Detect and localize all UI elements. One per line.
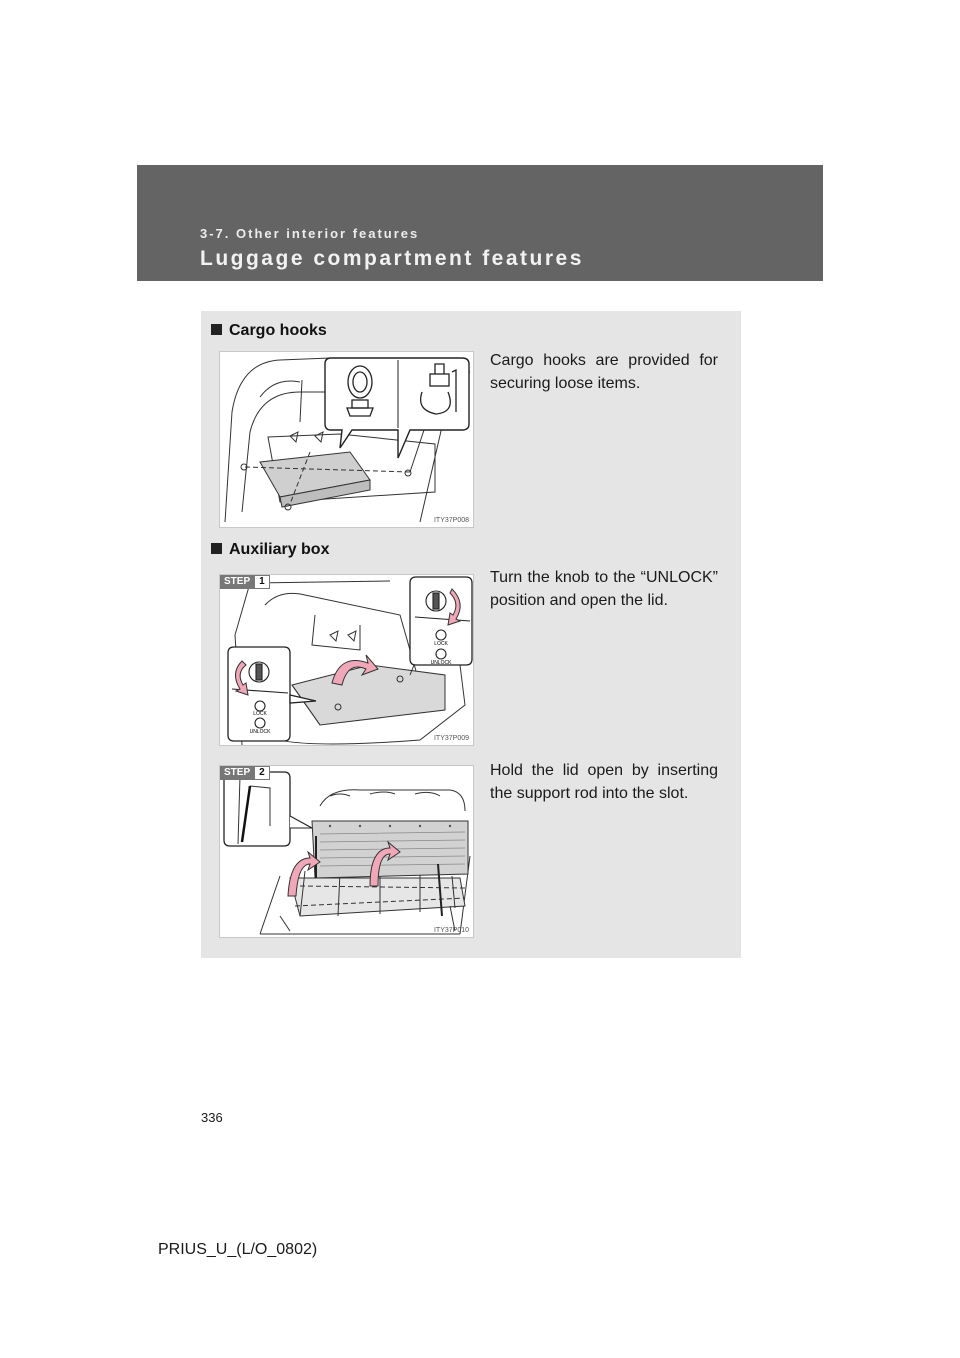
cargo-hooks-description: Cargo hooks are provided for securing loose items. [490,352,718,392]
unlock-label: UNLOCK [430,660,452,666]
bullet-square-icon [211,543,222,554]
step-badge: STEP 1 [220,575,270,589]
step1-illustration [220,575,474,746]
figure-code: ITY37P008 [433,517,469,524]
figure-code: ITY37P010 [433,927,469,934]
figure-code: ITY37P009 [433,735,469,742]
auxiliary-box-heading: Auxiliary box [211,541,329,559]
document-footer: PRIUS_U_(L/O_0802) [158,1241,318,1258]
unlock-label: UNLOCK [249,729,271,735]
lock-label: LOCK [253,711,267,717]
bullet-square-icon [211,324,222,335]
chapter-header [137,165,823,281]
page-number: 336 [201,1110,223,1125]
section-label: 3-7. Other interior features [200,226,420,241]
cargo-hooks-illustration [220,352,474,528]
step1-description: Turn the knob to the “UNLOCK” position and open the lid. [490,569,718,609]
step-badge: STEP 2 [220,766,270,780]
cargo-hooks-heading: Cargo hooks [211,322,327,340]
step2-figure [219,765,474,938]
step2-description: Hold the lid open by inserting the support rod into the slot. [490,762,718,802]
step1-figure [219,574,474,746]
lock-label: LOCK [434,641,448,647]
step2-illustration [220,766,474,938]
cargo-hooks-figure [219,351,474,528]
page-title: Luggage compartment features [200,247,584,270]
